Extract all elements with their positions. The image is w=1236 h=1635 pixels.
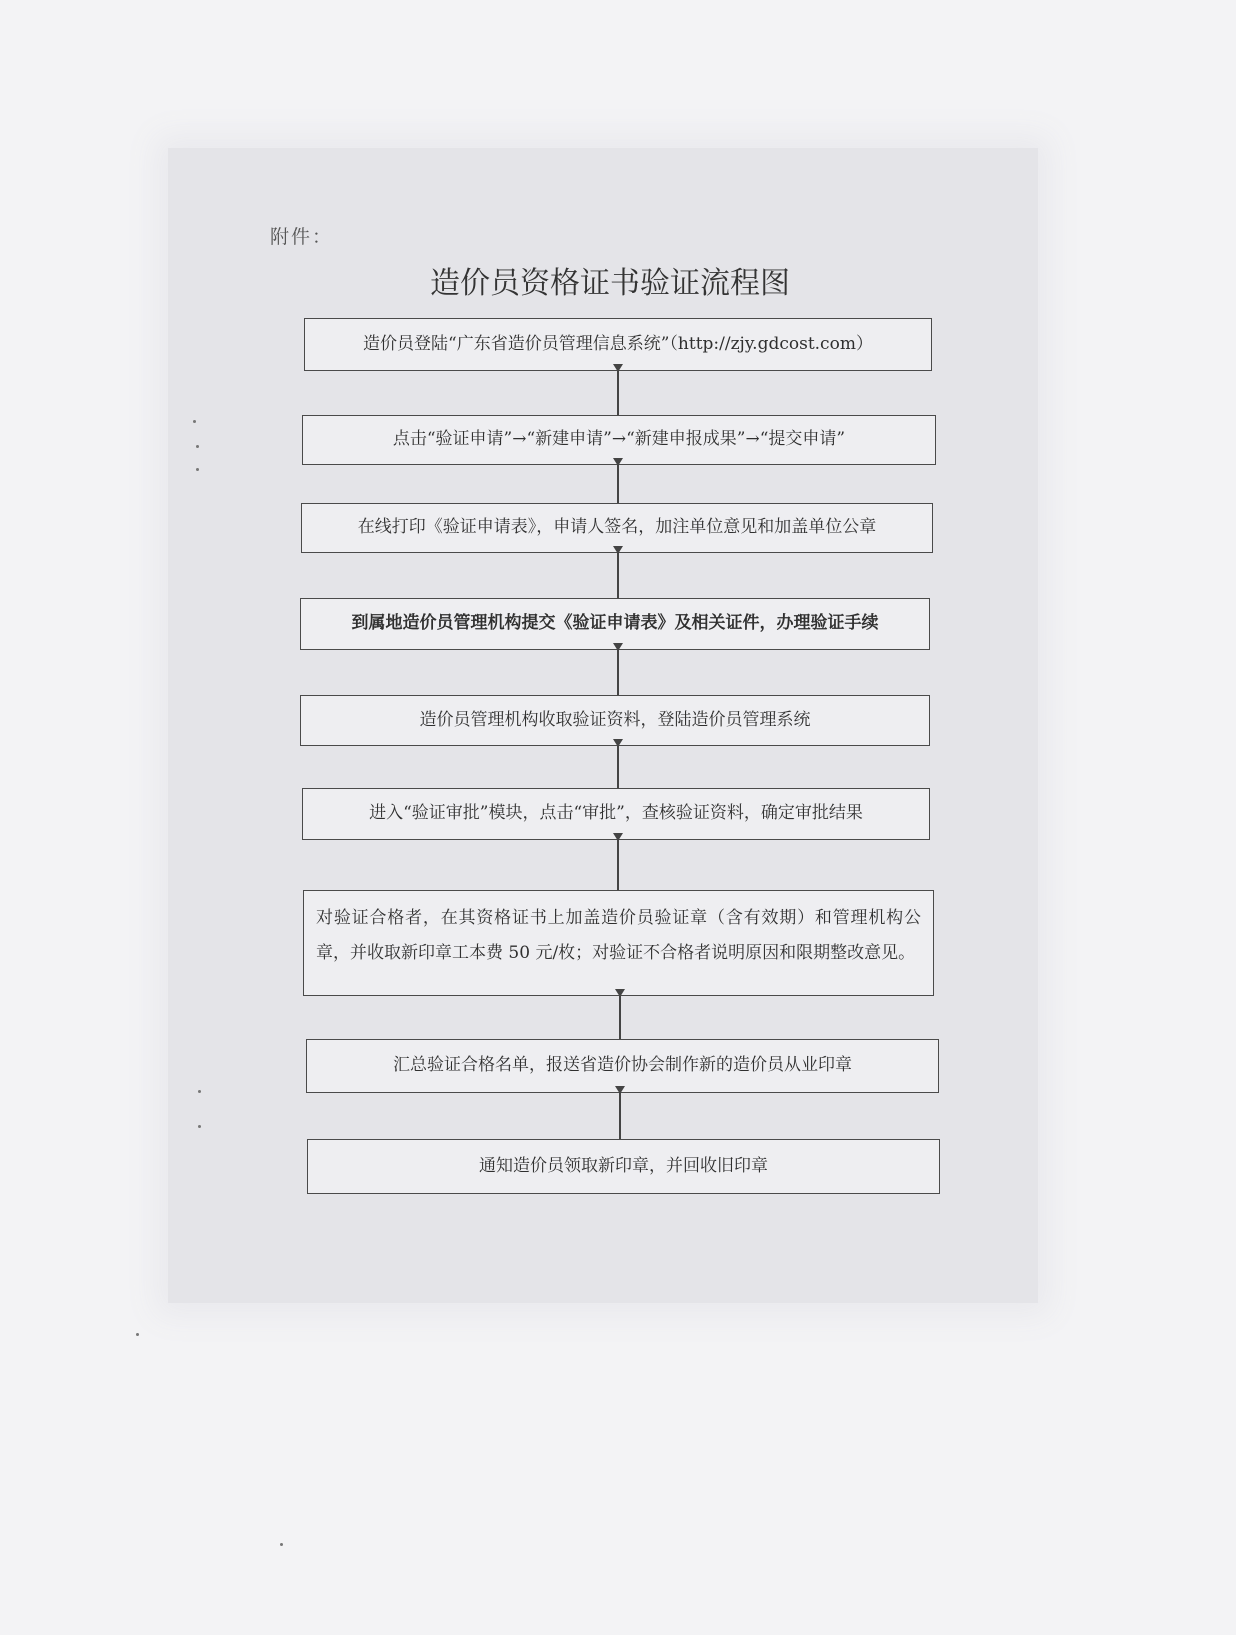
attachment-label: 附件：	[270, 226, 334, 248]
flow-step-submit-application: 点击“验证申请”→“新建申请”→“新建申报成果”→“提交申请”	[302, 415, 936, 465]
scan-speck	[198, 1125, 201, 1128]
scan-speck	[280, 1543, 283, 1546]
arrow-head-icon	[613, 643, 623, 651]
scan-speck	[196, 468, 199, 471]
flow-step-print-form: 在线打印《验证申请表》，申请人签名，加注单位意见和加盖单位公章	[301, 503, 933, 553]
scan-speck	[136, 1333, 139, 1336]
scan-speck	[198, 1090, 201, 1093]
arrow-head-icon	[613, 833, 623, 841]
scan-speck	[196, 445, 199, 448]
flow-step-login: 造价员登陆“广东省造价员管理信息系统”（http://zjy.gdcost.com）	[304, 318, 932, 371]
arrow-head-icon	[613, 364, 623, 372]
page-title: 造价员资格证书验证流程图	[430, 266, 790, 301]
flow-step-approval: 进入“验证审批”模块，点击“审批”，查核验证资料，确定审批结果	[302, 788, 930, 840]
flow-step-notify-collect-seal: 通知造价员领取新印章，并回收旧印章	[307, 1139, 940, 1194]
flow-step-collect-materials: 造价员管理机构收取验证资料，登陆造价员管理系统	[300, 695, 930, 746]
arrow-head-icon	[615, 989, 625, 997]
arrow-head-icon	[613, 546, 623, 554]
flow-step-submit-documents: 到属地造价员管理机构提交《验证申请表》及相关证件，办理验证手续	[300, 598, 930, 650]
arrow-head-icon	[615, 1086, 625, 1094]
arrow-head-icon	[613, 739, 623, 747]
arrow-head-icon	[613, 458, 623, 466]
flow-step-stamp-certificate: 对验证合格者，在其资格证书上加盖造价员验证章（含有效期）和管理机构公章，并收取新印章工本费 50 元/枚；对验证不合格者说明原因和限期整改意见。	[303, 890, 934, 996]
flow-step-compile-list: 汇总验证合格名单，报送省造价协会制作新的造价员从业印章	[306, 1039, 939, 1093]
scan-speck	[193, 420, 196, 423]
